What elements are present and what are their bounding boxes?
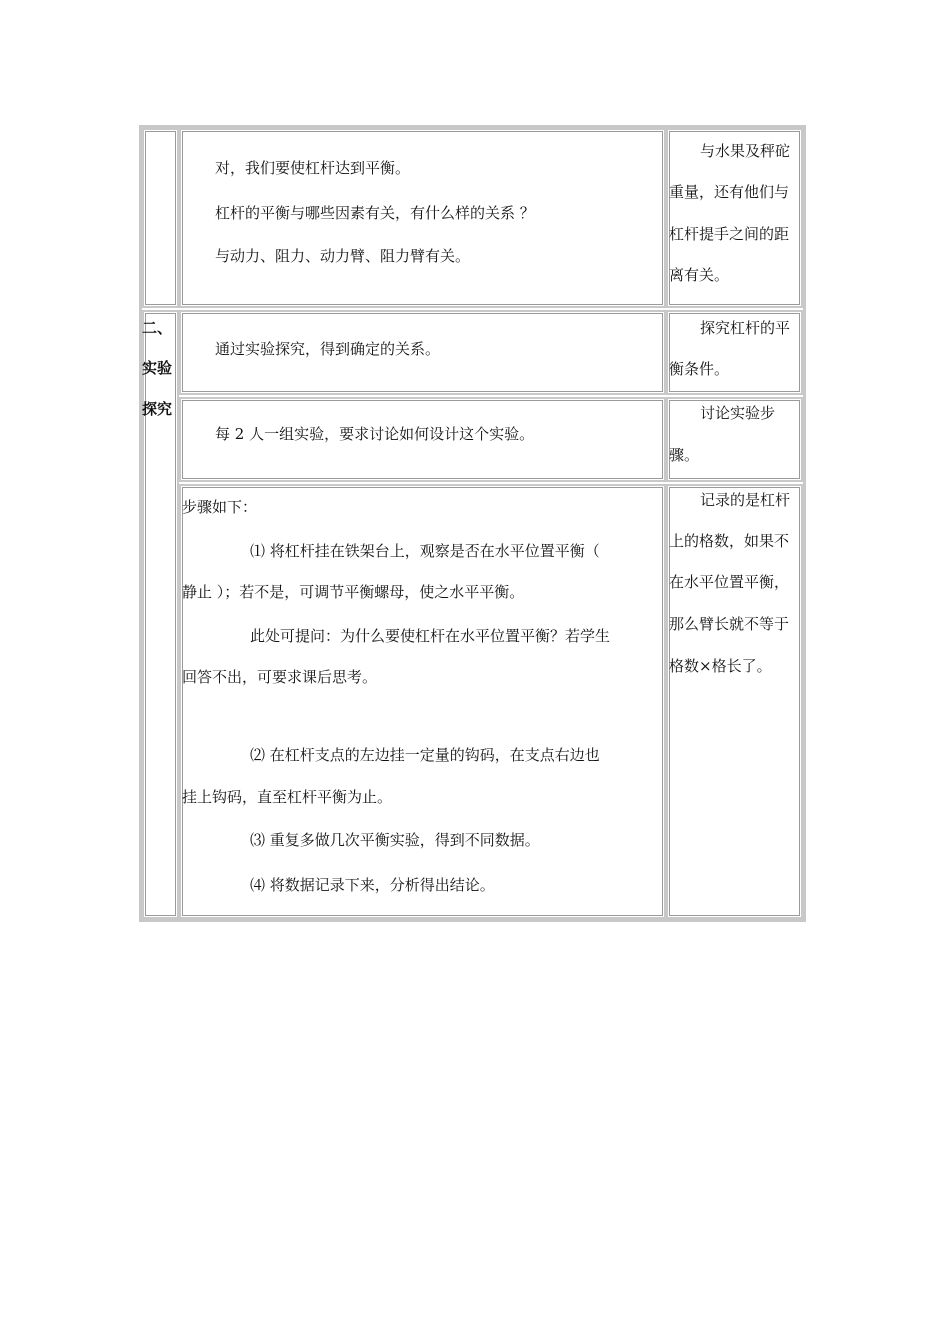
step-4: ⑷ 将数据记录下来，分析得出结论。: [250, 876, 495, 894]
row1-note-2: 重量，还有他们与: [669, 183, 790, 201]
row3-note-1: 讨论实验步: [700, 404, 776, 422]
row1-line-1: 对，我们要使杠杆达到平衡。: [215, 159, 411, 177]
row2-line-1: 通过实验探究，得到确定的关系。: [215, 340, 441, 358]
row2-note-2: 衡条件。: [669, 360, 730, 378]
row3-line-1: 每 2 人一组实验，要求讨论如何设计这个实验。: [215, 425, 535, 443]
step-2-line-2: 挂上钩码，直至杠杆平衡为止。: [182, 788, 393, 806]
row4-note-3: 在水平位置平衡，: [669, 573, 790, 591]
row4-note-4: 那么臂长就不等于: [669, 615, 790, 633]
row2-note-1: 探究杠杆的平: [700, 319, 791, 337]
question-line-1: 此处可提问：为什么要使杠杆在水平位置平衡？若学生: [250, 627, 611, 645]
section-label-3: 探究: [142, 400, 173, 418]
row1-note-4: 离有关。: [669, 266, 730, 284]
step-3: ⑶ 重复多做几次平衡实验，得到不同数据。: [250, 831, 540, 849]
row3-note-2: 骤。: [669, 446, 700, 464]
question-line-2: 回答不出，可要求课后思考。: [182, 668, 378, 686]
row1-note-1: 与水果及秤砣: [700, 142, 791, 160]
row1-line-3: 与动力、阻力、动力臂、阻力臂有关。: [215, 247, 471, 265]
step-2-line-1: ⑵ 在杠杆支点的左边挂一定量的钩码，在支点右边也: [250, 746, 600, 764]
section-label-1: 二、: [142, 319, 173, 337]
row1-line-2: 杠杆的平衡与哪些因素有关，有什么样的关系 ？: [215, 204, 535, 222]
step-1-line-2: 静止 ）；若不是，可调节平衡螺母，使之水平平衡。: [182, 583, 525, 601]
left-cell-top: [142, 128, 179, 308]
row4-note-2: 上的格数，如果不: [669, 532, 790, 550]
row4-note-1: 记录的是杠杆: [700, 491, 791, 509]
section-label-2: 实验: [142, 359, 173, 377]
row4-note-5: 格数×格长了。: [669, 657, 772, 675]
row1-note-3: 杠杆提手之间的距: [669, 225, 790, 243]
step-1-line-1: ⑴ 将杠杆挂在铁架台上，观察是否在水平位置平衡（: [250, 542, 600, 560]
steps-heading: 步骤如下：: [182, 498, 258, 516]
